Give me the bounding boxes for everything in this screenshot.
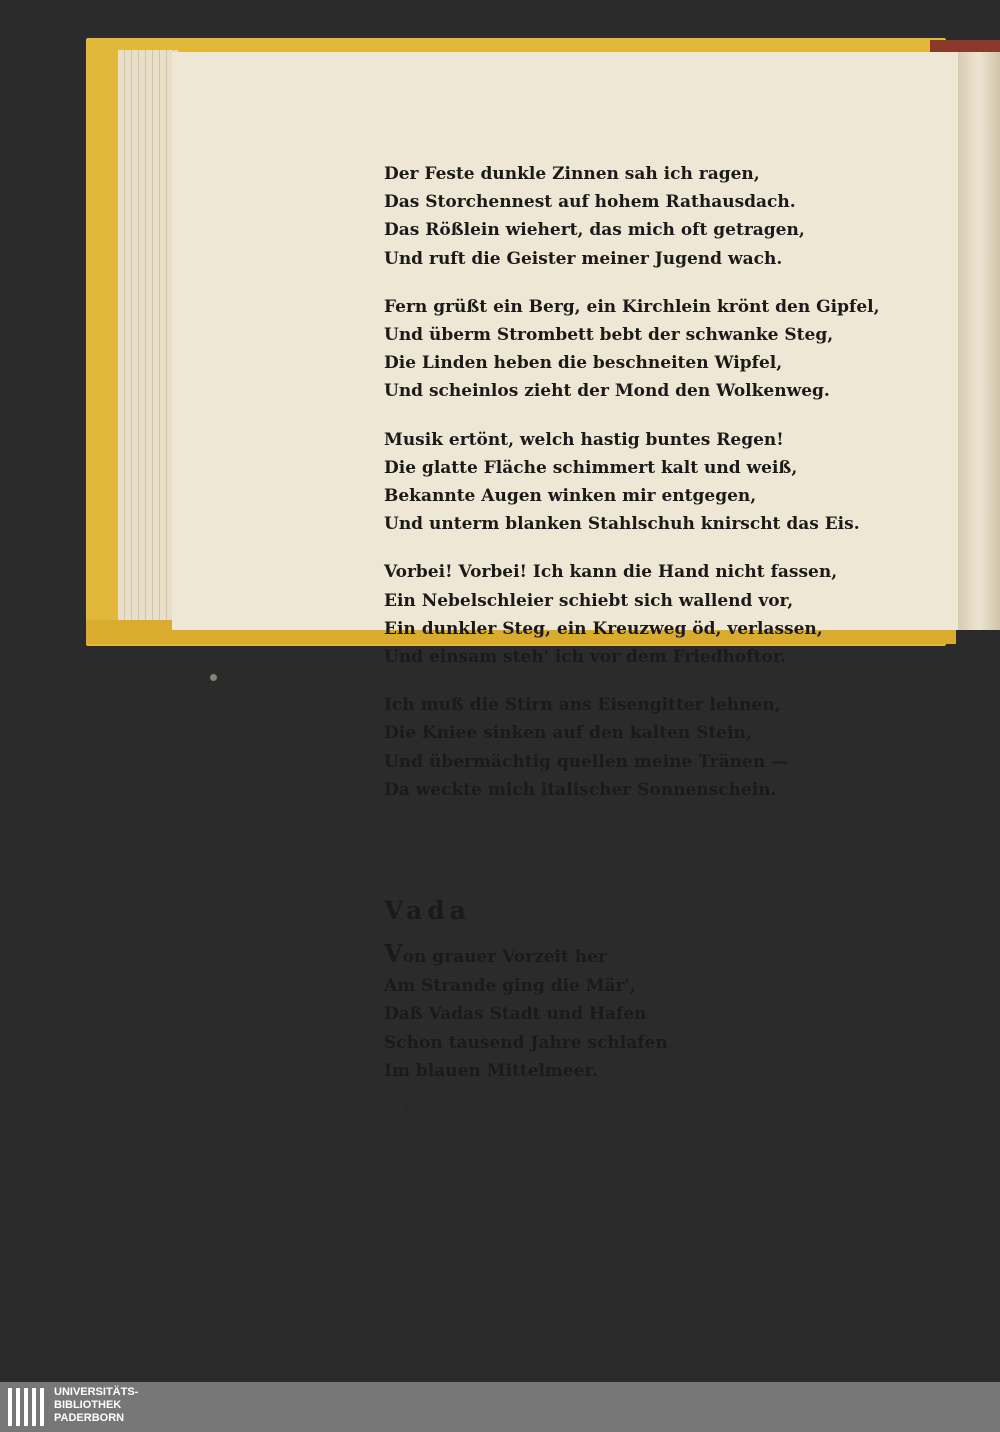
poem-line: Musik ertönt, welch hastig buntes Regen! xyxy=(384,429,784,450)
paper-speck xyxy=(210,674,217,681)
poem-stanza xyxy=(384,426,860,539)
poem-line: Und unterm blanken Stahlschuh knirscht das Eis. xyxy=(384,514,860,535)
poem-line: Das Storchennest auf hohem Rathausdach. xyxy=(384,192,796,213)
section-poem xyxy=(384,940,804,1086)
poem-line: Die Linden heben die beschneiten Wipfel, xyxy=(384,353,783,374)
logo-line: BIBLIOTHEK xyxy=(54,1399,122,1411)
poem-line: Und einsam steh' ich vor dem Friedhoftor. xyxy=(384,647,787,668)
poem-line: Fern grüßt ein Berg, ein Kirchlein krönt den Gipfel, xyxy=(384,296,880,317)
book-spine-edge xyxy=(930,40,1000,52)
book-gutter xyxy=(958,52,1000,630)
library-logo-text xyxy=(54,1386,138,1425)
footer-bar xyxy=(0,1382,1000,1432)
poem-line: Der Feste dunkle Zinnen sah ich ragen, xyxy=(384,164,760,184)
poem-line: Und scheinlos zieht der Mond den Wolkenweg. xyxy=(384,381,830,402)
poem-line: Bekannte Augen winken mir entgegen, xyxy=(384,486,757,507)
poem-text xyxy=(384,160,880,824)
library-logo-icon xyxy=(8,1388,48,1426)
poem-line-first xyxy=(384,940,804,972)
poem-stanza xyxy=(384,160,804,273)
section-title: Vada xyxy=(384,896,471,925)
drop-cap: V xyxy=(384,939,403,968)
poem-line: Ein dunkler Steg, ein Kreuzweg öd, verlassen, xyxy=(384,618,823,639)
poem-line: Da weckte mich italischer Sonnenschein. xyxy=(384,779,777,800)
poem-stanza xyxy=(384,558,838,671)
poem-line: Am Strande ging die Mär', xyxy=(384,975,636,996)
poem-stanza xyxy=(384,691,804,804)
poem-line: Ein Nebelschleier schiebt sich wallend vor, xyxy=(384,590,794,611)
poem-line: Und ruft die Geister meiner Jugend wach. xyxy=(384,248,783,269)
logo-line: UNIVERSITÄTS- xyxy=(54,1386,139,1398)
poem-line: Im blauen Mittelmeer. xyxy=(384,1061,598,1081)
poem-line: Das Rößlein wiehert, das mich oft getragen, xyxy=(384,220,805,241)
poem-line: Daß Vadas Stadt und Hafen xyxy=(384,1004,647,1024)
poem-line: Und überm Strombett bebt der schwanke Steg, xyxy=(384,325,834,346)
poem-line: Und übermächtig quellen meine Tränen — xyxy=(384,751,789,772)
poem-line: Schon tausend Jahre schlafen xyxy=(384,1032,668,1053)
poem-line: Vorbei! Vorbei! Ich kann die Hand nicht fassen, xyxy=(384,562,838,583)
first-line-rest: on grauer Vorzeit her xyxy=(402,947,607,967)
logo-line: PADERBORN xyxy=(54,1412,125,1424)
poem-line: Ich muß die Stirn ans Eisengitter lehnen, xyxy=(384,695,781,716)
page-stack xyxy=(118,50,178,620)
poem-stanza xyxy=(384,293,880,406)
poem-line: Die Kniee sinken auf den kalten Stein, xyxy=(384,723,752,744)
poem-line: Die glatte Fläche schimmert kalt und weiß, xyxy=(384,457,798,478)
page-number: 52 xyxy=(404,1102,427,1123)
